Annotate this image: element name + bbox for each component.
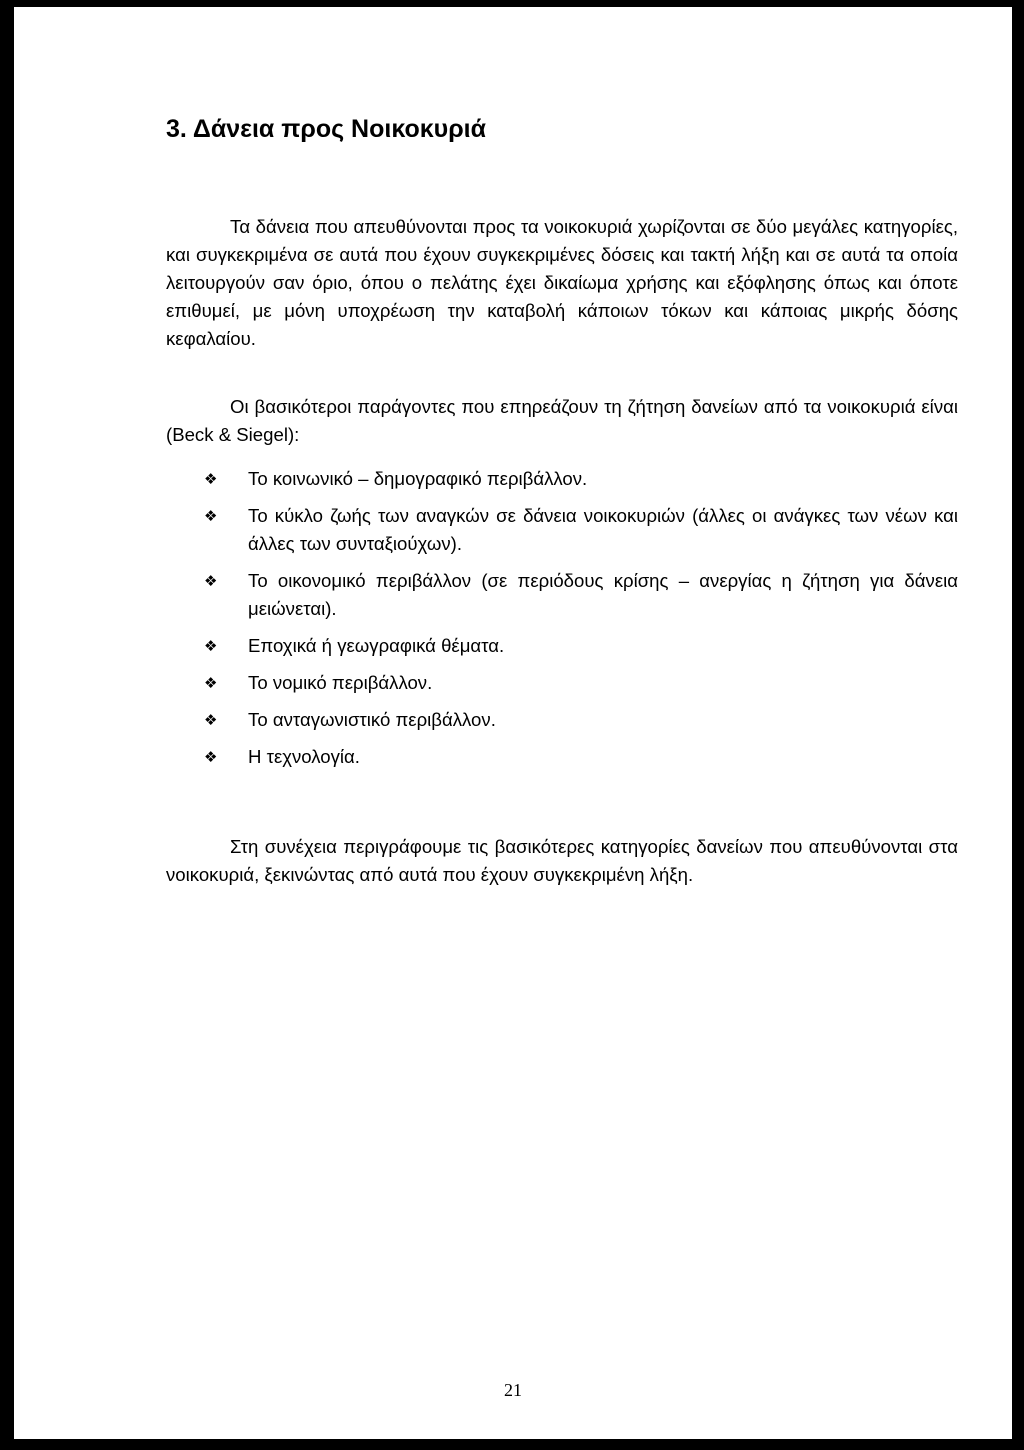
list-item bbox=[204, 632, 958, 660]
diamond-bullet-icon: ❖ bbox=[204, 748, 218, 766]
diamond-bullet-icon: ❖ bbox=[204, 711, 218, 729]
closing-paragraph: Στη συνέχεια περιγράφουμε τις βασικότερες κατηγορίες δανείων που απευθύνονται στα νοικοκυριά, ξεκινώντας από αυτά που έχουν συγκεκριμένη λήξη. bbox=[166, 836, 958, 885]
list-item-text: Η τεχνολογία. bbox=[248, 746, 360, 767]
list-item-text: Το κοινωνικό – δημογραφικό περιβάλλον. bbox=[248, 468, 588, 489]
list-item-text: Το νομικό περιβάλλον. bbox=[248, 672, 433, 693]
document-page bbox=[14, 7, 1012, 1439]
diamond-bullet-icon: ❖ bbox=[204, 572, 218, 590]
intro-paragraph: Τα δάνεια που απευθύνονται προς τα νοικοκυριά χωρίζονται σε δύο μεγάλες κατηγορίες, και συγκεκριμένα σε αυτά που έχουν συγκεκριμένες δόσεις και τακτή λήξη και σε αυτά τα οποία λειτουργούν σαν όριο, όπου ο πελάτης έχει δικαίωμα χρήσης και εξόφλησης όπως και όποτε επιθυμεί, με μόνη υποχρέωση την καταβολή κάποιων τόκων και κάποιας μικρής δόσης κεφαλαίου. bbox=[166, 216, 958, 349]
diamond-bullet-icon: ❖ bbox=[204, 507, 218, 525]
diamond-bullet-icon: ❖ bbox=[204, 470, 218, 488]
factors-intro-paragraph: Οι βασικότεροι παράγοντες που επηρεάζουν τη ζήτηση δανείων από τα νοικοκυριά είναι (Beck & Siegel): bbox=[166, 396, 958, 445]
factors-list bbox=[204, 465, 958, 780]
list-item-text: Το οικονομικό περιβάλλον (σε περιόδους κρίσης – ανεργίας η ζήτηση για δάνεια μειώνεται). bbox=[248, 570, 958, 619]
list-item bbox=[204, 743, 958, 771]
diamond-bullet-icon: ❖ bbox=[204, 674, 218, 692]
list-item bbox=[204, 502, 958, 558]
list-item bbox=[204, 669, 958, 697]
section-heading: 3. Δάνεια προς Νοικοκυριά bbox=[166, 115, 486, 143]
list-item bbox=[204, 465, 958, 493]
list-item-text: Το κύκλο ζωής των αναγκών σε δάνεια νοικοκυριών (άλλες οι ανάγκες των νέων και άλλες των συνταξιούχων). bbox=[248, 505, 958, 554]
list-item bbox=[204, 706, 958, 734]
list-item bbox=[204, 567, 958, 623]
page-number: 21 bbox=[504, 1380, 522, 1400]
list-item-text: Εποχικά ή γεωγραφικά θέματα. bbox=[248, 635, 505, 656]
list-item-text: Το ανταγωνιστικό περιβάλλον. bbox=[248, 709, 496, 730]
diamond-bullet-icon: ❖ bbox=[204, 637, 218, 655]
